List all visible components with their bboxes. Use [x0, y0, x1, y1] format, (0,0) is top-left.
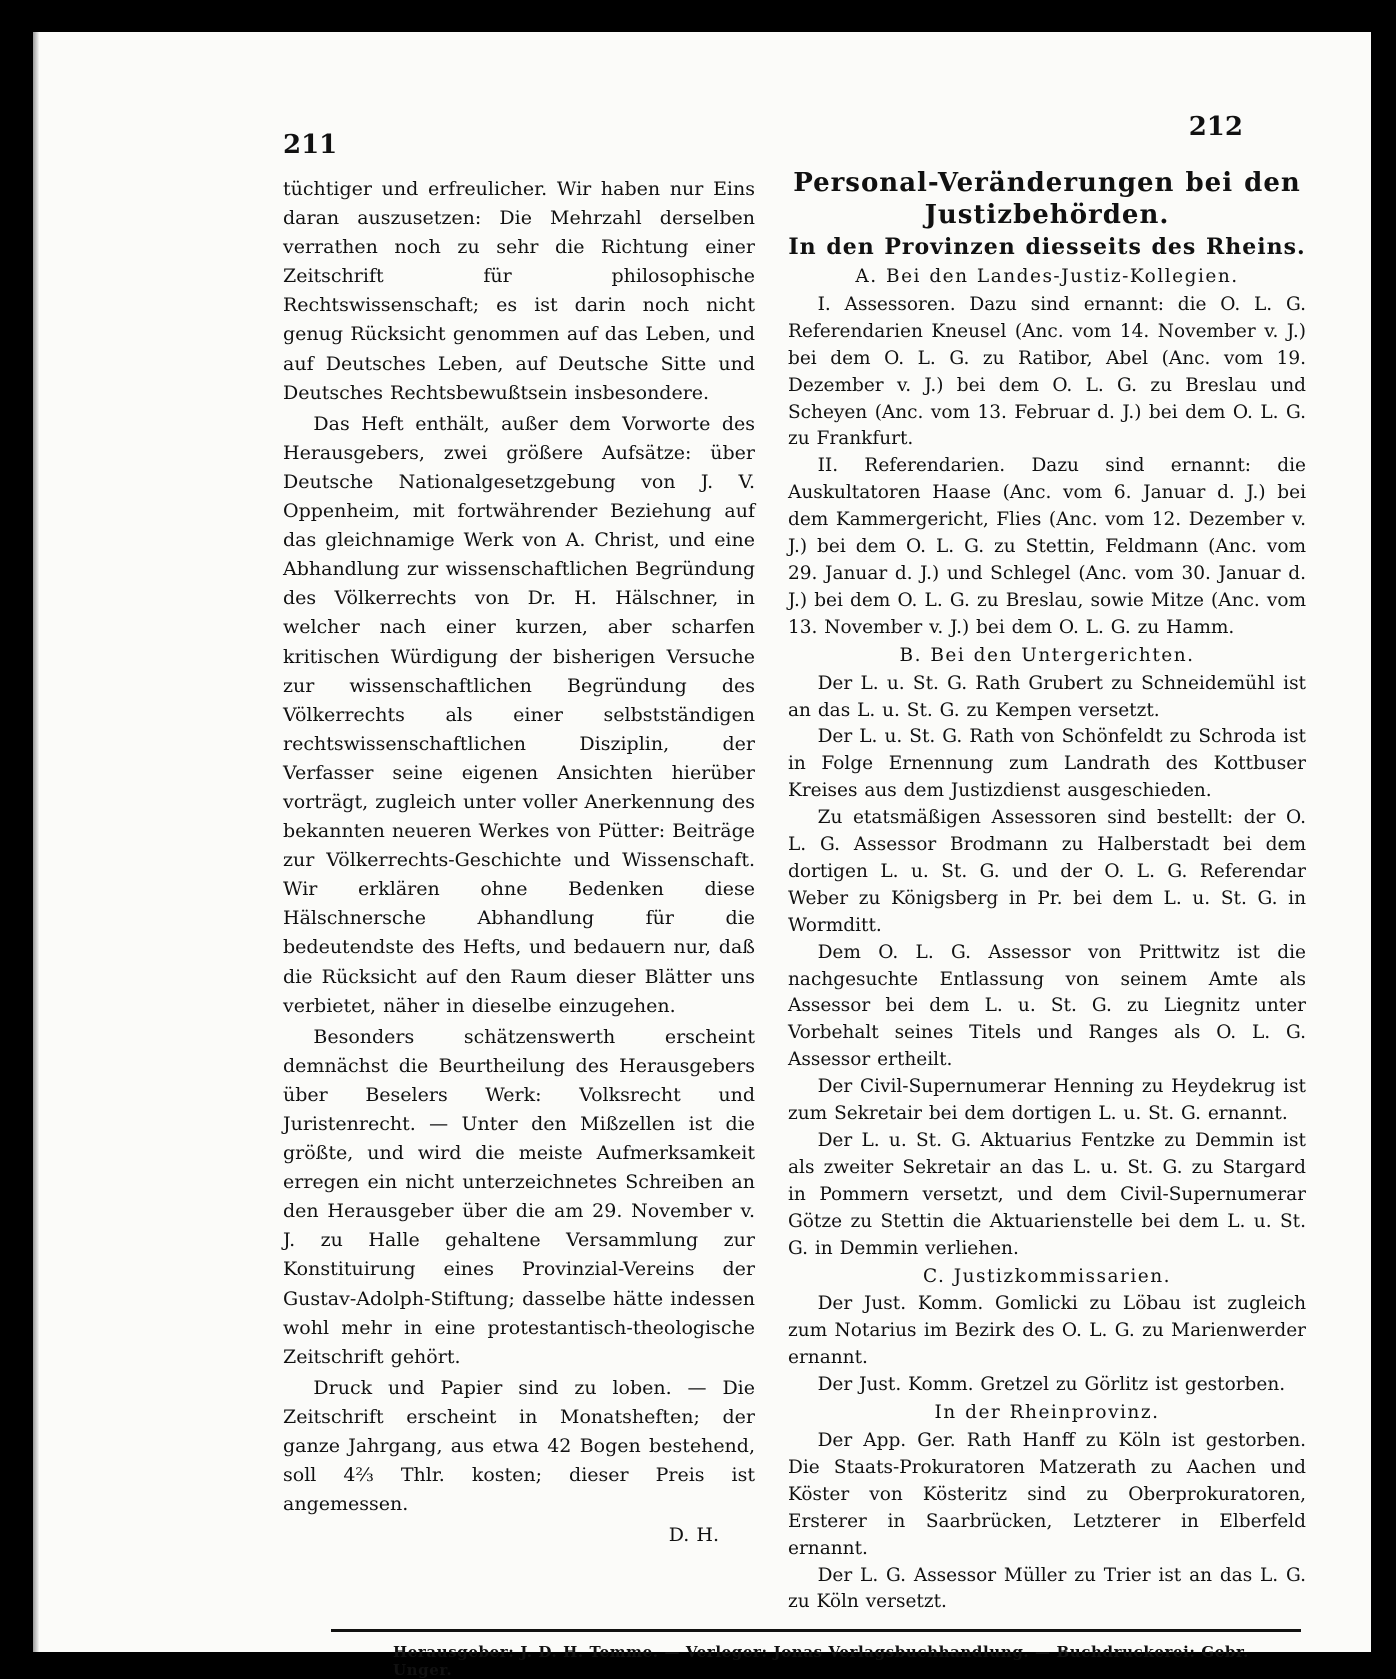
- entry-assessoren: I. Assessoren. Dazu sind ernannt: die O. L. G. Referendarien Kneusel (Anc. vom 14. November v. J.) bei dem O. L. G. zu Ratibor, Abel (Anc. vom 19. Dezember v. J.) bei dem O. L. G. zu Breslau und Scheyen (Anc. vom 13. Februar d. J.) bei dem O. L. G. zu Frankfurt.: [788, 293, 1306, 450]
- entry-c-1: Der Just. Komm. Gomlicki zu Löbau ist zugleich zum Notarius im Bezirk des O. L. G. zu Marienwerder ernannt.: [788, 1293, 1306, 1369]
- paragraph-3: Besonders schätzenswerth erscheint demnächst die Beurtheilung des Herausgebers über Beselers Werk: Volksrecht und Juristenrecht. — Unter den Mißzellen ist die größte, und wird die meiste Aufmerksamkeit erregen ein nicht unterzeichnetes Schreiben an den Herausgeber über die am 29. November v. J. zu Halle gehaltene Versammlung zur Konstituirung eines Provinzial-Vereins der Gustav-Adolph-Stiftung; dasselbe hätte indessen wohl mehr in eine protestantisch-theologische Zeitschrift gehört.: [283, 1025, 755, 1368]
- article-subheading: In den Provinzen diesseits des Rheins.: [788, 234, 1306, 260]
- entry-b-3: Zu etatsmäßigen Assessoren sind bestellt: der O. L. G. Assessor Brodmann zu Halberstadt bei dem dortigen L. u. St. G. und der O. L. G. Referendar Weber zu Königsberg in Pr. bei dem L. u. St. G. in Wormditt.: [788, 807, 1306, 936]
- entry-b-1: Der L. u. St. G. Rath Grubert zu Schneidemühl ist an das L. u. St. G. zu Kempen versetzt.: [788, 672, 1306, 721]
- entry-referendarien: II. Referendarien. Dazu sind ernannt: die Auskultatoren Haase (Anc. vom 6. Januar d. J.) bei dem Kammergericht, Flies (Anc. vom 12. Dezember v. J.) bei dem O. L. G. zu Stettin, Feldmann (Anc. vom 29. Januar d. J.) und Schlegel (Anc. vom 30. Januar d. J.) bei dem O. L. G. zu Breslau, sowie Mitze (Anc. vom 13. November v. J.) bei dem O. L. G. zu Hamm.: [788, 455, 1306, 638]
- left-column: [283, 175, 755, 1550]
- imprint-line: Herausgeber: J. D. H. Temme. — Verleger: Jonas Verlagsbuchhandlung. — Buchdruckerei: Gebr. Unger.: [393, 1643, 1249, 1679]
- entry-rhein-2: Der L. G. Assessor Müller zu Trier ist an das L. G. zu Köln versetzt.: [788, 1564, 1306, 1613]
- entry-b-2: Der L. u. St. G. Rath von Schönfeldt zu Schroda ist in Folge Ernennung zum Landrath des Kottbuser Kreises aus dem Justizdienst ausgeschieden.: [788, 726, 1306, 802]
- section-a-heading: A. Bei den Landes-Justiz-Kollegien.: [855, 266, 1239, 287]
- paragraph-1: tüchtiger und erfreulicher. Wir haben nur Eins daran auszusetzen: Die Mehrzahl derselben verrathen noch zu sehr die Richtung einer Zeitschrift für philosophische Rechtswissenschaft; es ist darin noch nicht genug Rücksicht genommen auf das Leben, und auf Deutsches Leben, auf Deutsche Sitte und Deutsches Rechtsbewußtsein insbesondere.: [283, 178, 755, 404]
- right-column: [788, 167, 1306, 1616]
- entry-b-5: Der Civil-Supernumerar Henning zu Heydekrug ist zum Sekretair bei dem dortigen L. u. St. G. ernannt.: [788, 1076, 1306, 1125]
- paragraph-2: Das Heft enthält, außer dem Vorworte des Herausgebers, zwei größere Aufsätze: über Deutsche Nationalgesetzgebung von J. V. Oppenheim, mit fortwährender Beziehung auf das gleichnamige Werk von A. Christ, und eine Abhandlung zur wissenschaftlichen Begründung des Völkerrechts von Dr. H. Hälschner, in welcher nach einer kurzen, aber scharfen kritischen Würdigung der bisherigen Versuche zur wissenschaftlichen Begründung des Völkerrechts als einer selbstständigen rechtswissenschaftlichen Disziplin, der Verfasser seine eigenen Ansichten hierüber vorträgt, zugleich unter voller Anerkennung des bekannten neueren Werkes von Pütter: Beiträge zur Völkerrechts-Geschichte und Wissenschaft. Wir erklären ohne Bedenken diese Hälschnersche Abhandlung für die bedeutendste des Hefts, und bedauern nur, daß die Rücksicht auf den Raum dieser Blätter uns verbietet, näher in dieselbe einzugehen.: [283, 412, 755, 1017]
- entry-b-6: Der L. u. St. G. Aktuarius Fentzke zu Demmin ist als zweiter Sekretair an das L. u. St. G. zu Stargard in Pommern versetzt, und dem Civil-Supernumerar Götze zu Stettin die Aktuarienstelle bei dem L. u. St. G. in Demmin verliehen.: [788, 1130, 1306, 1259]
- entry-c-2: Der Just. Komm. Gretzel zu Görlitz ist gestorben.: [817, 1374, 1286, 1396]
- footer-rule: [331, 1629, 1301, 1632]
- newspaper-page: [33, 32, 1371, 1679]
- section-b-heading: B. Bei den Untergerichten.: [899, 644, 1195, 666]
- page-number-left: 211: [283, 130, 338, 160]
- paragraph-4: Druck und Papier sind zu loben. — Die Zeitschrift erscheint in Monatsheften; der ganze Jahrgang, aus etwa 42 Bogen bestehend, soll 4⅔ Thlr. kosten; dieser Preis ist angemessen.: [283, 1376, 755, 1516]
- page-number-right: 212: [1188, 112, 1243, 142]
- entry-rhein-1: Der App. Ger. Rath Hanff zu Köln ist gestorben. Die Staats-Prokuratoren Matzerath zu Aachen und Köster von Kösteritz sind zu Oberprokuratoren, Ersterer in Saarbrücken, Letzterer in Elberfeld ernannt.: [788, 1429, 1306, 1559]
- section-rheinprovinz-heading: In der Rheinprovinz.: [934, 1402, 1160, 1424]
- entry-b-4: Dem O. L. G. Assessor von Prittwitz ist die nachgesuchte Entlassung von seinem Amte als Assessor bei dem L. u. St. G. zu Liegnitz unter Vorbehalt seines Titels und Ranges als O. L. G. Assessor ertheilt.: [788, 941, 1306, 1071]
- article-heading: Personal-Veränderungen bei den Justizbehörden.: [793, 168, 1301, 230]
- signature: D. H.: [668, 1524, 719, 1547]
- section-c-heading: C. Justizkommissarien.: [922, 1265, 1172, 1287]
